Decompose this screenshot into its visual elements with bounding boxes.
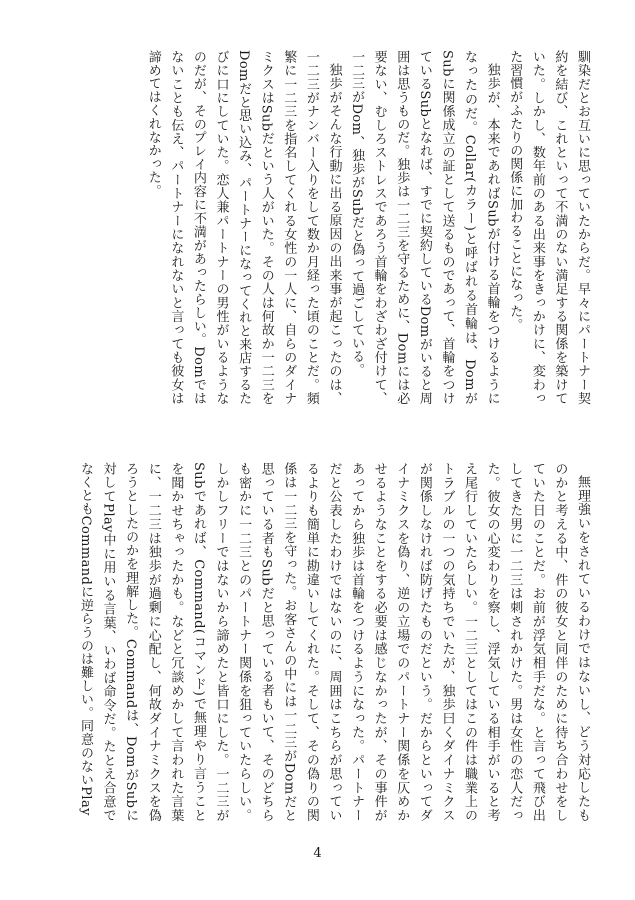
page-number: 4 [313,846,322,861]
paragraph: 独歩がそんな行動に出る原因の出来事が起こったのは、一二三がナンバー入りをして数か月経った頃のことだ。頻繁に一二三を指名してくれる女性の一人に、自らのダイナミクスはSubだという人がいた。その人は何故か一二三をDomだと思い込み、パートナーになってくれと来店するたびに口にしていた。恋人兼パートナーの男性がいるようなのだが、そのプレイ内容に不満があったらしい。Domではないことも伝え、パートナーになれないと言っても彼女は諦めてはくれなかった。 [145,50,342,405]
paragraph: 無理強いをされているわけではないし、どう対応したものかと考える中、件の彼女と同伴のために待ち合わせをしていた日のことだ。お前が浮気相手だな。と言って飛び出してきた男に一二三は刺されかけた。男は女性の恋人だった。彼女の心変わりを察し、浮気している相手がいると考え尾行していたらしい。一二三としてはこの件は職業上のトラブルの一つの気持ちでいたが、独歩曰くダイナミクスが関係しなければ防げたものだという。だからといってダイナミクスを偽り、逆の立場でのパートナー関係を仄めかせるようなことをする必要は感じなかったが、その事件があってから独歩は首輪をつけるようになった。パートナーだと公表したわけではないのに、周囲はこちらが思っているよりも簡単に勘違いしてくれた。そして、その偽りの関係は一二三を守った。お客さんの中には一二三がDomだと思っている者もSubだと思っている者もいて、そのどちらも密かに一二三とのパートナー関係を狙っていたらしい。しかしフリーではないから諦めたと皆口にした。一二三がSubであれば、Command(コマンド)で無理やり言うことを聞かせちゃったかも。などと冗談めかして言われた言葉に、一二三は独歩が過剰に心配し、何故ダイナミクスを偽ろうとしたのかを理解した。Commandは、DomがSubに対してPlay中に用いる言葉、いわば命令だ。たとえ合意でなくともCommandに逆らうのは難しい。同意のないPlay [77,462,590,822]
paragraph: 独歩が、本来であればSubが付ける首輪をつけるようになったのだ。Collar(カラー)と呼ばれる首輪は、DomがSubに関係成立の証として送るものであって、首輪をつけているSubとなれば、すでに契約しているDomがいると周囲は思うものだ。独歩は一二三を守るために、Domには必要ない、むしろストレスであろう首輪をわざわざ付けて、一二三がDom、独歩がSubだと偽って過ごしている。 [349,50,500,405]
paragraph: 馴染だとお互いに思っていたからだ。早々にパートナー契約を結び、これといって不満のない満足する関係を築けていた。しかし、数年前のある出来事をきっかけに、変わった習慣がふたりの関係に加わることになった。 [507,50,590,405]
lower-text-block [77,462,593,822]
upper-text-block [93,50,593,405]
